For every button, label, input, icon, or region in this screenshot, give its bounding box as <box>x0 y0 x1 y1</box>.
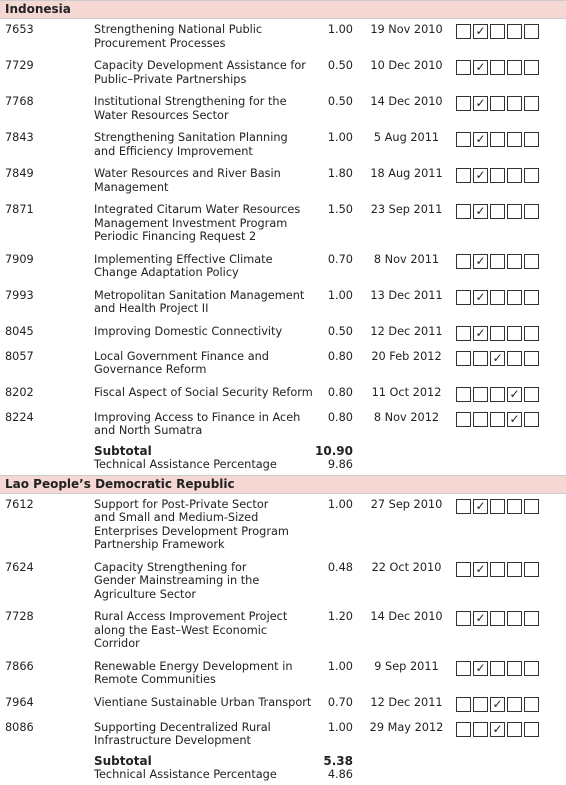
status-checkbox <box>524 661 539 676</box>
check-icon: ✓ <box>475 289 486 304</box>
approval-date: 23 Sep 2011 <box>370 203 443 216</box>
project-number: 8086 <box>5 720 34 734</box>
approval-date: 14 Dec 2010 <box>370 95 443 108</box>
status-checkbox <box>490 96 505 111</box>
status-checkbox <box>490 60 505 75</box>
status-checkbox <box>524 254 539 269</box>
amount: 1.00 <box>327 131 353 144</box>
status-boxes <box>456 411 539 438</box>
amount: 1.00 <box>327 23 353 36</box>
approval-date: 18 Aug 2011 <box>370 167 443 180</box>
status-checkbox <box>490 499 505 514</box>
subtotal-block <box>0 443 566 475</box>
status-checkbox <box>490 351 505 366</box>
project-number: 7993 <box>5 288 34 302</box>
status-checkbox <box>473 661 488 676</box>
status-checkbox <box>456 611 471 626</box>
status-checkbox <box>490 290 505 305</box>
subtotal-label: Subtotal <box>94 443 152 458</box>
table-row <box>0 692 566 717</box>
check-icon: ✓ <box>475 168 486 182</box>
status-boxes <box>456 289 539 316</box>
status-checkbox <box>456 387 471 402</box>
status-boxes <box>456 23 539 50</box>
status-checkbox <box>524 60 539 75</box>
project-title: Supporting Decentralized Rural Infrastructure Development <box>94 720 271 747</box>
status-checkbox <box>507 562 522 577</box>
amount: 1.00 <box>327 288 353 302</box>
project-title: Renewable Energy Development in Remote Communities <box>94 659 293 686</box>
project-number: 7612 <box>5 497 34 511</box>
approval-date: 10 Dec 2010 <box>370 59 443 72</box>
status-checkbox <box>524 499 539 514</box>
status-checkbox <box>524 697 539 712</box>
status-checkbox <box>456 96 471 111</box>
table-row <box>0 557 566 607</box>
status-boxes <box>456 696 539 712</box>
approval-date: 12 Dec 2011 <box>370 695 443 709</box>
ta-percentage-value: 4.86 <box>327 768 353 781</box>
status-checkbox <box>456 132 471 147</box>
project-number: 7909 <box>5 252 34 266</box>
project-title: Implementing Effective Climate Change Adaptation Policy <box>94 252 273 279</box>
project-number: 7624 <box>5 560 34 574</box>
check-icon: ✓ <box>475 60 486 74</box>
approval-date: 9 Sep 2011 <box>374 659 439 673</box>
project-title: Support for Post-Private Sector and Small and Medium-Sized Enterprises Development Program Partnership Framework <box>94 497 289 551</box>
status-checkbox <box>456 168 471 183</box>
check-icon: ✓ <box>492 696 503 711</box>
status-checkbox <box>507 168 522 183</box>
status-checkbox <box>524 562 539 577</box>
table-row <box>0 346 566 382</box>
subtotal-values <box>315 445 353 472</box>
approval-date: 13 Dec 2011 <box>370 288 443 302</box>
status-checkbox <box>473 254 488 269</box>
project-number: 7728 <box>5 610 34 623</box>
status-boxes <box>456 610 539 651</box>
amount: 0.50 <box>327 324 353 338</box>
approval-date: 29 May 2012 <box>369 720 444 734</box>
project-number: 7964 <box>5 695 34 709</box>
ta-percentage-label: Technical Assistance Percentage <box>94 768 277 781</box>
status-checkbox <box>456 499 471 514</box>
check-icon: ✓ <box>475 611 486 625</box>
status-checkbox <box>490 562 505 577</box>
table-row <box>0 285 566 321</box>
project-title: Metropolitan Sanitation Management and Health Project II <box>94 288 305 315</box>
status-boxes <box>456 721 539 748</box>
status-checkbox <box>490 412 505 427</box>
status-checkbox <box>473 24 488 39</box>
amount: 1.00 <box>327 659 353 673</box>
status-checkbox <box>456 60 471 75</box>
approval-date: 11 Oct 2012 <box>371 385 442 399</box>
subtotal-value: 10.90 <box>315 443 353 458</box>
table-row <box>0 656 566 692</box>
table-row <box>0 717 566 753</box>
table-row <box>0 494 566 557</box>
status-checkbox <box>456 351 471 366</box>
status-checkbox <box>490 661 505 676</box>
amount: 0.80 <box>327 349 353 363</box>
status-boxes <box>456 203 539 244</box>
status-checkbox <box>490 326 505 341</box>
approval-date: 20 Feb 2012 <box>371 349 442 363</box>
status-checkbox <box>490 132 505 147</box>
project-number: 8202 <box>5 385 34 399</box>
project-number: 7871 <box>5 203 34 216</box>
status-checkbox <box>524 611 539 626</box>
approval-date: 19 Nov 2010 <box>370 23 443 36</box>
status-checkbox <box>507 387 522 402</box>
status-checkbox <box>507 351 522 366</box>
status-checkbox <box>490 387 505 402</box>
status-checkbox <box>524 24 539 39</box>
status-checkbox <box>456 326 471 341</box>
section-header: Lao People’s Democratic Republic <box>0 475 566 494</box>
check-icon: ✓ <box>475 561 486 576</box>
ta-percentage-label: Technical Assistance Percentage <box>94 458 277 471</box>
check-icon: ✓ <box>475 253 486 268</box>
status-checkbox <box>490 697 505 712</box>
status-checkbox <box>473 412 488 427</box>
status-checkbox <box>524 326 539 341</box>
project-title: Capacity Strengthening for Gender Mainstreaming in the Agriculture Sector <box>94 560 260 601</box>
table-row <box>0 249 566 285</box>
status-checkbox <box>524 351 539 366</box>
status-checkbox <box>473 387 488 402</box>
ta-percentage-value: 9.86 <box>327 458 353 471</box>
status-boxes <box>456 386 539 402</box>
status-checkbox <box>456 204 471 219</box>
project-title: Rural Access Improvement Project along the East–West Economic Corridor <box>94 610 288 650</box>
project-title: Integrated Citarum Water Resources Management Investment Program Periodic Financing Request 2 <box>94 203 301 243</box>
table-row <box>0 606 566 656</box>
project-title: Improving Domestic Connectivity <box>94 324 283 338</box>
status-checkbox <box>456 412 471 427</box>
status-checkbox <box>490 611 505 626</box>
approval-date: 5 Aug 2011 <box>373 131 440 144</box>
status-checkbox <box>473 60 488 75</box>
subtotal-values <box>315 755 353 782</box>
status-checkbox <box>473 722 488 737</box>
table-row <box>0 55 566 91</box>
status-checkbox <box>473 562 488 577</box>
table-row <box>0 321 566 346</box>
status-checkbox <box>490 204 505 219</box>
table-row <box>0 127 566 163</box>
status-checkbox <box>524 96 539 111</box>
check-icon: ✓ <box>475 204 486 218</box>
project-title: Institutional Strengthening for the Water Resources Sector <box>94 95 287 122</box>
subtotal-labels <box>94 445 315 472</box>
status-checkbox <box>473 697 488 712</box>
status-checkbox <box>473 168 488 183</box>
project-number: 7729 <box>5 59 34 72</box>
status-checkbox <box>507 697 522 712</box>
status-checkbox <box>473 499 488 514</box>
amount: 0.80 <box>327 385 353 399</box>
table-row <box>0 199 566 249</box>
status-checkbox <box>473 326 488 341</box>
project-number: 7768 <box>5 95 34 108</box>
status-boxes <box>456 660 539 687</box>
amount: 1.20 <box>327 610 353 623</box>
approval-date: 8 Nov 2012 <box>373 410 440 424</box>
table-row <box>0 163 566 199</box>
subtotal-value: 5.38 <box>323 753 353 768</box>
status-checkbox <box>507 722 522 737</box>
status-checkbox <box>524 387 539 402</box>
amount: 0.70 <box>327 252 353 266</box>
check-icon: ✓ <box>475 325 486 340</box>
status-boxes <box>456 131 539 158</box>
status-checkbox <box>456 254 471 269</box>
status-checkbox <box>524 412 539 427</box>
status-checkbox <box>507 24 522 39</box>
status-boxes <box>456 59 539 86</box>
status-checkbox <box>507 132 522 147</box>
status-boxes <box>456 498 539 552</box>
status-boxes <box>456 95 539 122</box>
project-number: 7653 <box>5 23 34 36</box>
table-row <box>0 91 566 127</box>
project-title: Water Resources and River Basin Management <box>94 167 281 194</box>
project-number: 7849 <box>5 167 34 180</box>
status-checkbox <box>490 24 505 39</box>
amount: 0.48 <box>327 560 353 574</box>
check-icon: ✓ <box>475 24 486 38</box>
project-title: Strengthening National Public Procurement Processes <box>94 23 263 50</box>
approval-date: 27 Sep 2010 <box>370 497 443 511</box>
status-checkbox <box>473 351 488 366</box>
status-checkbox <box>456 290 471 305</box>
status-checkbox <box>507 60 522 75</box>
table-row <box>0 382 566 407</box>
check-icon: ✓ <box>492 350 503 365</box>
check-icon: ✓ <box>475 498 486 513</box>
status-checkbox <box>473 611 488 626</box>
status-checkbox <box>524 204 539 219</box>
check-icon: ✓ <box>509 386 520 401</box>
amount: 0.80 <box>327 410 353 424</box>
table-row <box>0 19 566 55</box>
status-checkbox <box>507 290 522 305</box>
project-number: 7843 <box>5 131 34 144</box>
status-checkbox <box>473 96 488 111</box>
status-checkbox <box>456 661 471 676</box>
status-checkbox <box>456 24 471 39</box>
status-checkbox <box>507 254 522 269</box>
project-number: 8224 <box>5 410 34 424</box>
status-checkbox <box>490 254 505 269</box>
status-boxes <box>456 350 539 377</box>
approval-date: 12 Dec 2011 <box>370 324 443 338</box>
status-checkbox <box>507 412 522 427</box>
status-boxes <box>456 325 539 341</box>
status-checkbox <box>473 132 488 147</box>
section-header: Indonesia <box>0 0 566 19</box>
status-checkbox <box>507 326 522 341</box>
subtotal-labels <box>94 755 315 782</box>
subtotal-label: Subtotal <box>94 753 152 768</box>
project-title: Fiscal Aspect of Social Security Reform <box>94 385 313 399</box>
check-icon: ✓ <box>475 660 486 675</box>
status-checkbox <box>456 697 471 712</box>
project-number: 8045 <box>5 324 34 338</box>
approval-date: 8 Nov 2011 <box>373 252 440 266</box>
table-row <box>0 407 566 443</box>
amount: 1.50 <box>327 203 353 216</box>
status-checkbox <box>524 290 539 305</box>
status-checkbox <box>473 290 488 305</box>
project-title: Local Government Finance and Governance Reform <box>94 349 269 376</box>
subtotal-block <box>0 753 566 785</box>
status-checkbox <box>507 96 522 111</box>
status-checkbox <box>524 132 539 147</box>
amount: 0.50 <box>327 59 353 72</box>
status-boxes <box>456 253 539 280</box>
status-checkbox <box>507 499 522 514</box>
check-icon: ✓ <box>475 96 486 110</box>
check-icon: ✓ <box>492 721 503 736</box>
status-checkbox <box>490 168 505 183</box>
status-checkbox <box>456 562 471 577</box>
status-checkbox <box>524 168 539 183</box>
status-boxes <box>456 561 539 602</box>
status-checkbox <box>490 722 505 737</box>
project-title: Strengthening Sanitation Planning and Efficiency Improvement <box>94 131 288 158</box>
approval-date: 14 Dec 2010 <box>370 610 443 623</box>
project-title: Capacity Development Assistance for Public–Private Partnerships <box>94 59 306 86</box>
check-icon: ✓ <box>509 411 520 426</box>
amount: 1.80 <box>327 167 353 180</box>
status-checkbox <box>456 722 471 737</box>
status-checkbox <box>473 204 488 219</box>
status-checkbox <box>524 722 539 737</box>
project-number: 7866 <box>5 659 34 673</box>
status-checkbox <box>507 611 522 626</box>
approval-date: 22 Oct 2010 <box>371 560 442 574</box>
amount: 0.70 <box>327 695 353 709</box>
project-number: 8057 <box>5 349 34 363</box>
amount: 1.00 <box>327 497 353 511</box>
project-title: Improving Access to Finance in Aceh and North Sumatra <box>94 410 301 437</box>
status-checkbox <box>507 661 522 676</box>
amount: 0.50 <box>327 95 353 108</box>
amount: 1.00 <box>327 720 353 734</box>
status-boxes <box>456 167 539 194</box>
check-icon: ✓ <box>475 132 486 146</box>
status-checkbox <box>507 204 522 219</box>
project-title: Vientiane Sustainable Urban Transport <box>94 695 312 709</box>
